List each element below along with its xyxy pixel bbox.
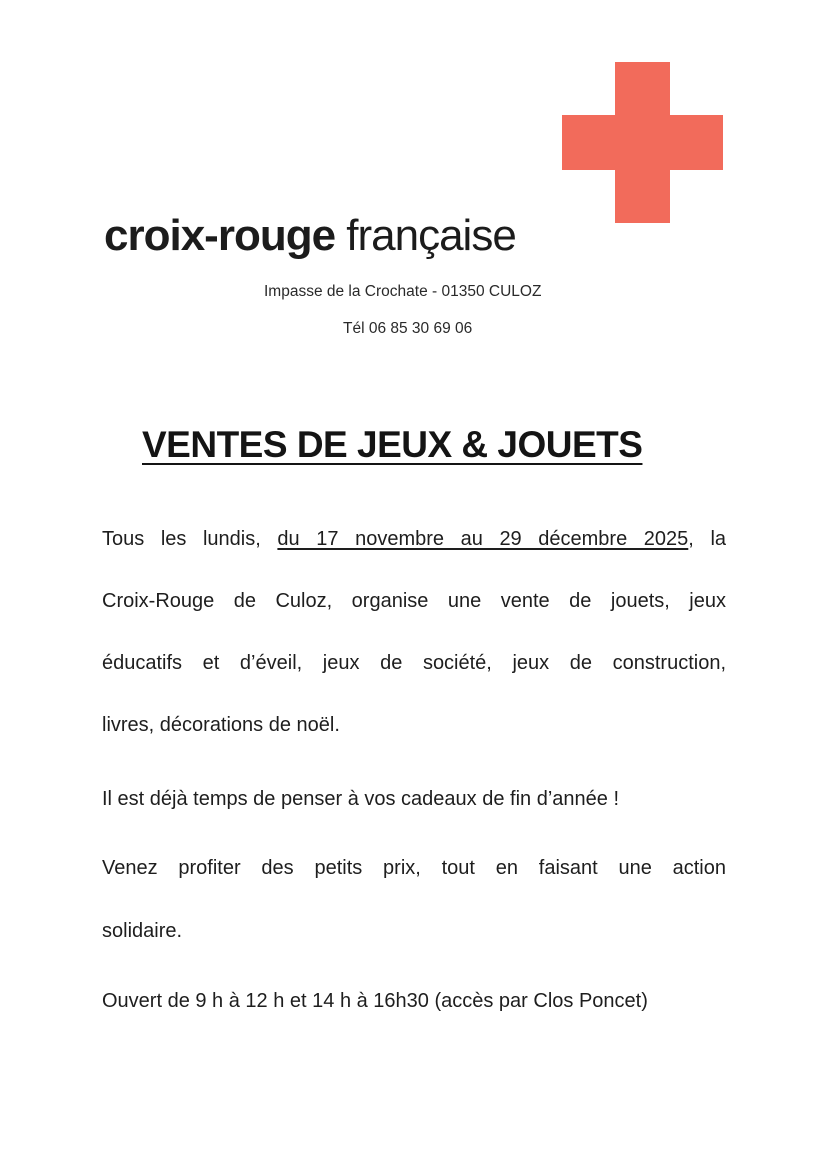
paragraph-3-line-2: solidaire.	[102, 920, 183, 942]
brand-name-light: française	[335, 211, 516, 260]
brand-logo-text	[104, 206, 516, 266]
date-range: du 17 novembre au 29 décembre 2025	[277, 528, 689, 550]
paragraph-1-line-4: livres, décorations de noël.	[102, 714, 340, 736]
paragraph-1-line-2: Croix-Rouge de Culoz, organise une vente de jouets, jeux	[102, 590, 726, 612]
paragraph-1-line-3: éducatifs et d’éveil, jeux de société, jeux de construction,	[102, 652, 726, 674]
brand-name-strong: croix-rouge	[104, 211, 336, 260]
opening-hours: Ouvert de 9 h à 12 h et 14 h à 16h30 (accès par Clos Poncet)	[102, 990, 648, 1012]
paragraph-1-line-1	[102, 528, 726, 551]
red-cross-horizontal-bar	[562, 115, 723, 170]
p1-start: Tous les lundis,	[102, 528, 278, 550]
red-cross-icon	[562, 62, 723, 223]
paragraph-3-line-1: Venez profiter des petits prix, tout en faisant une action	[102, 857, 726, 879]
phone-line: Tél 06 85 30 69 06	[343, 320, 473, 337]
page-title: VENTES DE JEUX & JOUETS	[142, 424, 643, 465]
paragraph-2: Il est déjà temps de penser à vos cadeaux de fin d’année !	[102, 788, 620, 810]
address-line: Impasse de la Crochate - 01350 CULOZ	[264, 283, 542, 300]
p1-end: , la	[688, 528, 727, 550]
